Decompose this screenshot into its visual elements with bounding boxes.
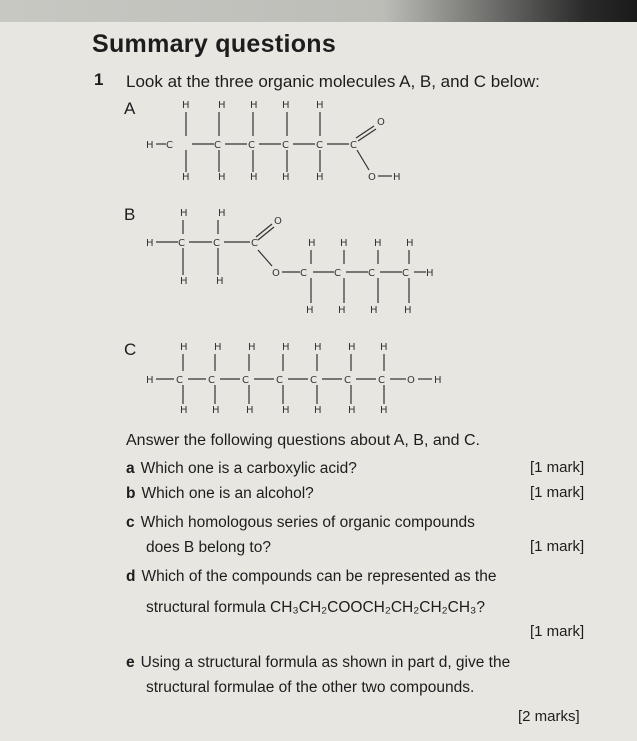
svg-text:O: O	[272, 268, 280, 279]
svg-text:H: H	[380, 342, 388, 353]
svg-text:H: H	[180, 405, 188, 416]
svg-text:C: C	[350, 140, 357, 151]
svg-text:C: C	[276, 375, 283, 386]
svg-text:H: H	[404, 305, 412, 316]
svg-text:H: H	[246, 405, 254, 416]
part-a-question	[126, 458, 357, 480]
part-c-line1: Which homologous series of organic compounds	[140, 514, 475, 531]
svg-text:C: C	[214, 140, 221, 151]
svg-text:H: H	[348, 405, 356, 416]
part-b-text: Which one is an alcohol?	[141, 485, 314, 502]
part-a-text: Which one is a carboxylic acid?	[140, 460, 357, 477]
page-title: Summary questions	[92, 30, 337, 58]
part-c-question	[126, 512, 475, 534]
question-number: 1	[94, 70, 104, 89]
svg-text:H: H	[338, 305, 346, 316]
part-e-marks: [2 marks]	[518, 708, 580, 725]
svg-text:O: O	[377, 117, 385, 128]
svg-text:H: H	[374, 238, 382, 249]
svg-text:H: H	[182, 172, 190, 183]
svg-text:C: C	[166, 140, 173, 151]
svg-text:H: H	[282, 100, 290, 111]
svg-text:H: H	[406, 238, 414, 249]
svg-text:C: C	[368, 268, 375, 279]
molecule-a-label: A	[124, 99, 136, 118]
svg-text:H: H	[146, 140, 154, 151]
svg-text:C: C	[310, 375, 317, 386]
svg-text:C: C	[178, 238, 185, 249]
svg-text:H: H	[180, 208, 188, 219]
svg-text:C: C	[316, 140, 323, 151]
svg-text:H: H	[212, 405, 220, 416]
part-d-line2	[146, 597, 485, 619]
svg-text:O: O	[407, 375, 415, 386]
part-e-line2: structural formulae of the other two compounds.	[146, 679, 475, 696]
svg-text:H: H	[248, 342, 256, 353]
structural-formula: CH₃CH₂COOCH₂CH₂CH₂CH₃?	[270, 599, 485, 616]
part-b-letter: b	[126, 485, 136, 502]
svg-text:C: C	[344, 375, 351, 386]
svg-text:H: H	[434, 375, 442, 386]
svg-text:H: H	[180, 276, 188, 287]
part-c-letter: c	[126, 514, 135, 531]
svg-text:H: H	[146, 375, 154, 386]
svg-text:H: H	[426, 268, 434, 279]
svg-text:H: H	[214, 342, 222, 353]
svg-text:C: C	[282, 140, 289, 151]
svg-text:H: H	[180, 342, 188, 353]
svg-text:H: H	[316, 172, 324, 183]
svg-text:C: C	[334, 268, 341, 279]
svg-text:H: H	[218, 208, 226, 219]
svg-text:H: H	[348, 342, 356, 353]
molecule-c-structure	[146, 342, 442, 416]
svg-text:H: H	[146, 238, 154, 249]
svg-text:H: H	[308, 238, 316, 249]
svg-text:H: H	[314, 405, 322, 416]
svg-text:H: H	[306, 305, 314, 316]
svg-text:H: H	[370, 305, 378, 316]
molecule-c-label: C	[124, 340, 137, 359]
part-e-line1: Using a structural formula as shown in part d, give the	[140, 654, 511, 671]
svg-text:O: O	[274, 216, 282, 227]
svg-text:C: C	[378, 375, 385, 386]
svg-text:H: H	[216, 276, 224, 287]
svg-text:H: H	[182, 100, 190, 111]
svg-text:C: C	[176, 375, 183, 386]
part-d-letter: d	[126, 568, 136, 585]
part-a-letter: a	[126, 460, 135, 477]
part-b-question	[126, 483, 314, 505]
svg-text:C: C	[251, 238, 258, 249]
svg-text:O: O	[368, 172, 376, 183]
part-d-line1: Which of the compounds can be represented as the	[141, 568, 497, 585]
svg-text:C: C	[300, 268, 307, 279]
svg-text:H: H	[250, 100, 258, 111]
part-d-marks: [1 mark]	[530, 623, 585, 640]
svg-text:H: H	[218, 100, 226, 111]
part-c-marks: [1 mark]	[530, 538, 585, 555]
svg-text:H: H	[282, 172, 290, 183]
part-b-marks: [1 mark]	[530, 484, 585, 501]
svg-text:C: C	[213, 238, 220, 249]
svg-text:H: H	[314, 342, 322, 353]
svg-text:H: H	[393, 172, 401, 183]
svg-text:H: H	[282, 405, 290, 416]
part-a-marks: [1 mark]	[530, 459, 585, 476]
svg-text:C: C	[248, 140, 255, 151]
svg-text:C: C	[242, 375, 249, 386]
svg-text:C: C	[208, 375, 215, 386]
part-e-letter: e	[126, 654, 135, 671]
molecule-b-label: B	[124, 205, 136, 224]
molecule-a-structure	[146, 100, 401, 183]
svg-text:H: H	[380, 405, 388, 416]
molecule-b-structure	[146, 208, 434, 316]
svg-text:H: H	[250, 172, 258, 183]
part-d-line2-text: structural formula	[146, 599, 271, 616]
question-intro: Look at the three organic molecules A, B, and C below:	[126, 72, 540, 91]
svg-text:H: H	[282, 342, 290, 353]
answer-prompt: Answer the following questions about A, B, and C.	[126, 432, 480, 449]
svg-text:C: C	[402, 268, 409, 279]
part-e-question	[126, 652, 510, 674]
svg-text:H: H	[340, 238, 348, 249]
svg-text:H: H	[218, 172, 226, 183]
part-d-question	[126, 566, 496, 588]
svg-text:H: H	[316, 100, 324, 111]
part-c-line2: does B belong to?	[146, 539, 271, 556]
